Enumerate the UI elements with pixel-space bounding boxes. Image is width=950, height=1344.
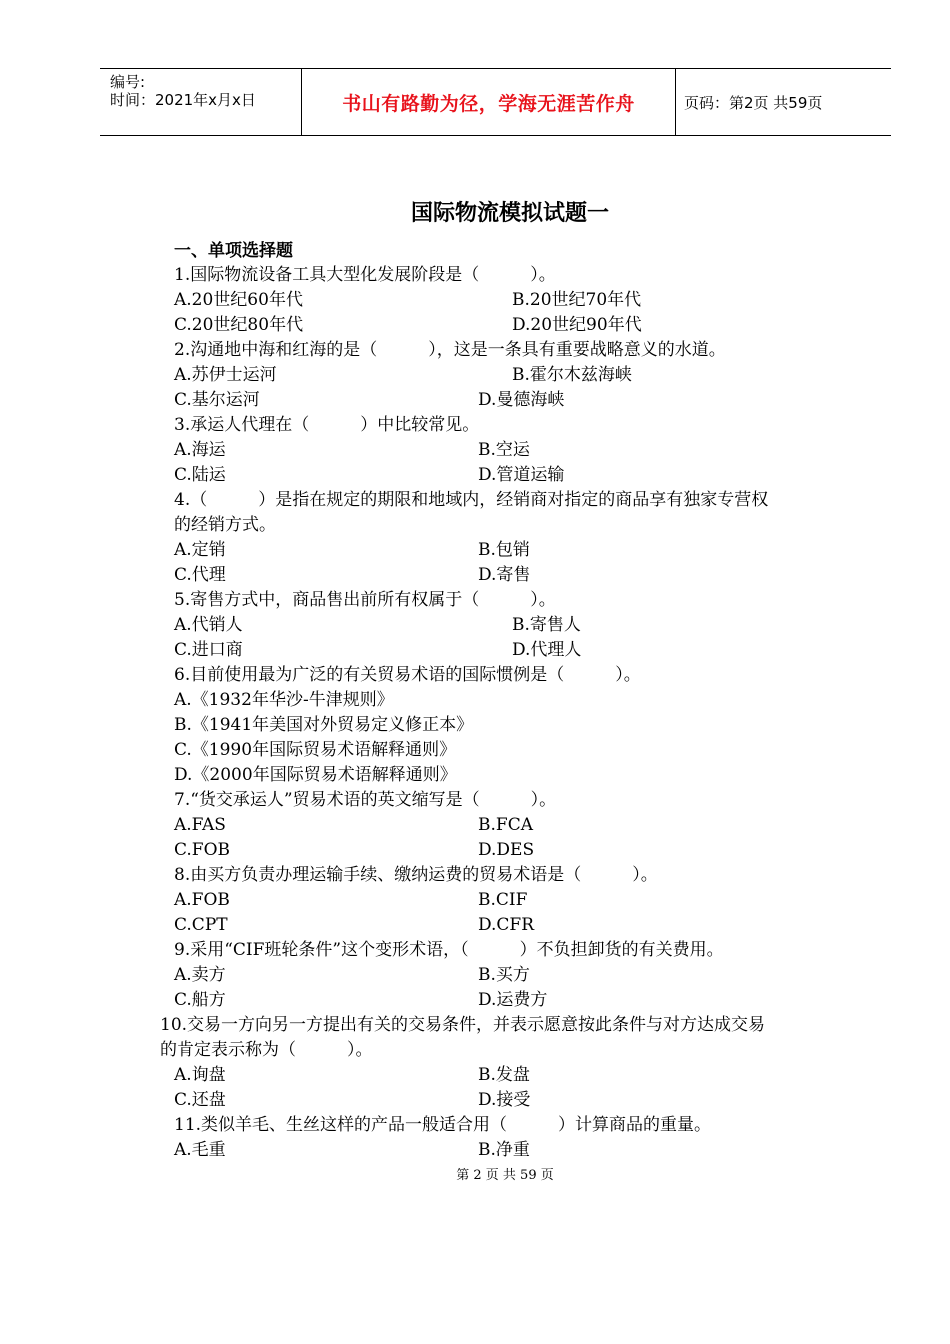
- question-text: 4.（ ）是指在规定的期限和地域内，经销商对指定的商品享有独家专营权: [174, 490, 769, 510]
- option-a: A.苏伊士运河: [174, 365, 277, 385]
- option-b: B.《1941年美国对外贸易定义修正本》: [174, 715, 474, 735]
- exam-title: 国际物流模拟试题一: [410, 201, 609, 226]
- option-b: B.空运: [478, 440, 530, 460]
- option-c: C.还盘: [174, 1090, 226, 1110]
- option-a: A.代销人: [174, 615, 243, 635]
- option-a: A.卖方: [174, 965, 226, 985]
- option-c: C.《1990年国际贸易术语解释通则》: [174, 740, 457, 760]
- option-c: C.船方: [174, 990, 226, 1010]
- section-title: 一、单项选择题: [174, 241, 293, 261]
- question-text: 2.沟通地中海和红海的是（ ），这是一条具有重要战略意义的水道。: [174, 340, 726, 360]
- header-meta-cell: [100, 69, 302, 135]
- option-a: A.20世纪60年代: [174, 290, 303, 310]
- option-d: D.运费方: [478, 990, 548, 1010]
- question-text: 7.“货交承运人”贸易术语的英文缩写是（ ）。: [174, 790, 557, 810]
- option-c: C.FOB: [174, 840, 231, 860]
- option-c: C.陆运: [174, 465, 226, 485]
- option-c: C.代理: [174, 565, 226, 585]
- option-c: C.20世纪80年代: [174, 315, 304, 335]
- option-d: D.管道运输: [478, 465, 565, 485]
- option-d: D.代理人: [512, 640, 582, 660]
- option-b: B.发盘: [478, 1065, 530, 1085]
- question-text-continued: 的肯定表示称为（ ）。: [160, 1040, 373, 1060]
- question-text: 1.国际物流设备工具大型化发展阶段是（ ）。: [174, 265, 556, 285]
- question-text: 9.采用“CIF班轮条件”这个变形术语，（ ）不负担卸货的有关费用。: [174, 940, 724, 960]
- question-text: 11.类似羊毛、生丝这样的产品一般适合用（ ）计算商品的重量。: [174, 1115, 712, 1135]
- option-b: B.FCA: [478, 815, 533, 835]
- document-date-label: 时间：2021年x月x日: [110, 91, 256, 109]
- option-a: A.FOB: [174, 890, 230, 910]
- option-a: A.FAS: [174, 815, 226, 835]
- option-d: D.曼德海峡: [478, 390, 565, 410]
- option-b: B.寄售人: [512, 615, 581, 635]
- header-page-info: 页码：第2页 共59页: [684, 93, 823, 112]
- document-number-label: 编号:: [110, 73, 146, 91]
- option-d: D.《2000年国际贸易术语解释通则》: [174, 765, 457, 785]
- question-text: 5.寄售方式中，商品售出前所有权属于（ ）。: [174, 590, 556, 610]
- option-c: C.CPT: [174, 915, 228, 935]
- option-a: A.询盘: [174, 1065, 226, 1085]
- question-text: 8.由买方负责办理运输手续、缴纳运费的贸易术语是（ ）。: [174, 865, 658, 885]
- header-page-cell: [676, 69, 891, 135]
- header-motto-cell: [302, 69, 676, 135]
- question-text-continued: 的经销方式。: [174, 515, 276, 535]
- question-text: 6.目前使用最为广泛的有关贸易术语的国际惯例是（ ）。: [174, 665, 641, 685]
- option-b: B.20世纪70年代: [512, 290, 642, 310]
- option-a: A.毛重: [174, 1140, 226, 1160]
- option-c: C.进口商: [174, 640, 243, 660]
- option-b: B.买方: [478, 965, 530, 985]
- option-d: D.寄售: [478, 565, 531, 585]
- question-text: 3.承运人代理在（ ）中比较常见。: [174, 415, 480, 435]
- page-footer: 第 2 页 共 59 页: [456, 1168, 554, 1183]
- option-b: B.包销: [478, 540, 530, 560]
- question-text: 10.交易一方向另一方提出有关的交易条件，并表示愿意按此条件与对方达成交易: [160, 1015, 766, 1035]
- option-a: A.海运: [174, 440, 226, 460]
- option-c: C.基尔运河: [174, 390, 260, 410]
- option-a: A.定销: [174, 540, 226, 560]
- option-d: D.接受: [478, 1090, 531, 1110]
- option-d: D.20世纪90年代: [512, 315, 642, 335]
- motto-text: 书山有路勤为径，学海无涯苦作舟: [342, 92, 635, 115]
- option-d: D.DES: [478, 840, 535, 860]
- option-b: B.霍尔木兹海峡: [512, 365, 632, 385]
- option-b: B.净重: [478, 1140, 530, 1160]
- page-header: [100, 68, 891, 136]
- option-b: B.CIF: [478, 890, 528, 910]
- option-a: A.《1932年华沙-牛津规则》: [174, 690, 394, 710]
- option-d: D.CFR: [478, 915, 535, 935]
